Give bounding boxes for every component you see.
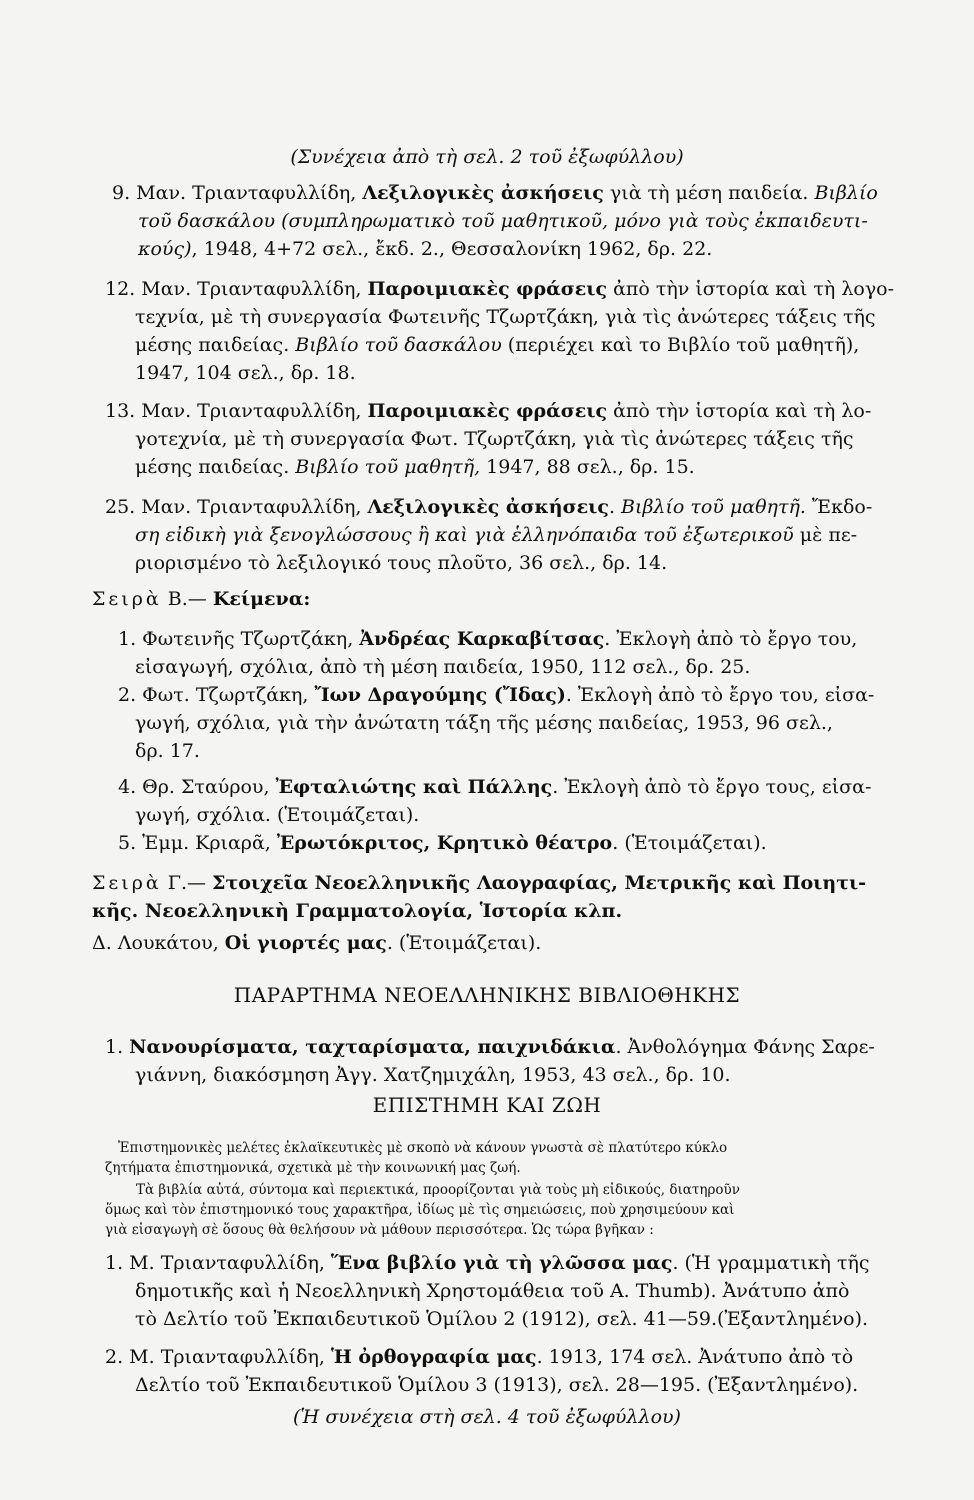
science-heading: ΕΠΙΣΤΗΜΗ ΚΑΙ ΖΩΗ (372, 1093, 602, 1117)
text-run: Σειρὰ (92, 588, 162, 610)
entry-12-line-2 (135, 305, 876, 329)
science-entry-1-line-3 (135, 1307, 868, 1331)
text-run: 25. Μαν. Τριανταφυλλίδη, (105, 496, 368, 518)
text-run: . (Ἡ γραμματικὴ τῆς (672, 1252, 870, 1274)
text-run: τοῦ δασκάλου (συμπληρωματικὸ τοῦ μαθητικοῦ, μόνο γιὰ τοὺς ἐκπαιδευτι- (138, 210, 868, 232)
text-run: 12. Μαν. Τριανταφυλλίδη, (105, 278, 368, 300)
entry-9-line-1 (112, 181, 878, 205)
text-run: Ἕνα βιβλίο γιὰ τὴ γλῶσσα μας (331, 1252, 673, 1274)
text-run: Ἐρωτόκριτος, Κρητικὸ θέατρο (276, 832, 613, 854)
text-run: μὲ πε- (793, 524, 858, 546)
text-run: Β.— (161, 588, 213, 610)
text-run: Δ. Λουκάτου, (92, 932, 225, 954)
text-run: δρ. 17. (135, 740, 200, 762)
text-run: Ἀνδρέας Καρκαβίτσας (359, 628, 605, 650)
text-run: γιὰ τὴ μέση παιδεία. (603, 182, 815, 204)
science-entry-2-line-1 (105, 1345, 853, 1369)
text-run: ἀπὸ τὴν ἱστορία καὶ τὴ λο- (607, 400, 872, 422)
text-run: γοτεχνία, μὲ τὴ συνεργασία Φωτ. Τζωρτζάκη, γιὰ τὶς ἀνώτερες τάξεις τῆς (135, 428, 854, 450)
text-run: 2. Μ. Τριανταφυλλίδη, (105, 1346, 332, 1368)
text-run: Σειρὰ (92, 872, 162, 894)
text-run: 1947, 88 σελ., δρ. 15. (480, 456, 695, 478)
series-c-line-2 (92, 899, 622, 923)
text-run: εἰσαγωγή, σχόλια, ἀπὸ τὴ μέση παιδεία, 1950, 112 σελ., δρ. 25. (135, 656, 751, 678)
text-run: ση εἰδικὴ γιὰ ξενογλώσσους ἢ καὶ γιὰ ἑλληνόπαιδα τοῦ ἐξωτερικοῦ (135, 524, 794, 546)
text-run: , 1948, 4+72 σελ., ἔκδ. 2., Θεσσαλονίκη 1962, δρ. 22. (191, 238, 713, 260)
text-run: . 1913, 174 σελ. Ἀνάτυπο ἀπὸ τὸ (536, 1346, 854, 1368)
text-run: Βιβλίο (814, 182, 878, 204)
science-intro-line-1: Ἐπιστημονικὲς μελέτες ἐκλαϊκευτικὲς μὲ σκοπὸ νὰ κάνουν γνωστὰ σὲ πλατύτερο κύκλο (118, 1140, 728, 1156)
text-run: Βιβλίο τοῦ μαθητῆ, (295, 456, 481, 478)
text-run: μέσης παιδείας. (135, 456, 296, 478)
text-run: γωγή, σχόλια. (Ἑτοιμάζεται). (135, 804, 420, 826)
series-c-line-1 (92, 871, 866, 895)
science-intro-line-2: ζητήματα ἐπιστημονικά, σχετικὰ μὲ τὴν κοινωνική μας ζωή. (105, 1160, 521, 1176)
text-run: 1947, 104 σελ., δρ. 18. (135, 362, 356, 384)
appendix-heading: ΠΑΡΑΡΤΗΜΑ ΝΕΟΕΛΛΗΝΙΚΗΣ ΒΙΒΛΙΟΘΗΚΗΣ (233, 983, 741, 1007)
text-run: 1. (105, 1036, 130, 1058)
text-run: ριορισμένο τὸ λεξιλογικό τους πλοῦτο, 36 σελ., δρ. 14. (135, 552, 668, 574)
entry-9-line-3 (138, 237, 712, 261)
series-b-entry-5-line-1 (118, 831, 767, 855)
text-run: Ἔκδο- (805, 496, 873, 518)
text-run: Νανουρίσματα, ταχταρίσματα, παιχνιδάκια (129, 1036, 616, 1058)
entry-9-line-2 (138, 209, 868, 233)
text-run: . Ἐκλογὴ ἀπὸ τὸ ἔργο του, (604, 628, 858, 650)
science-entry-2-line-2 (135, 1373, 858, 1397)
text-run: μέσης παιδείας. (135, 334, 296, 356)
text-run: δημοτικῆς καὶ ἡ Νεοελληνικὴ Χρηστομάθεια τοῦ A. Thumb). Ἀνάτυπο ἀπὸ (135, 1280, 850, 1302)
text-run: Ἐφταλιώτης καὶ Πάλλης (275, 776, 553, 798)
series-b-entry-1-line-1 (118, 627, 857, 651)
entry-12-line-3 (135, 333, 859, 357)
text-run: κῆς. Νεοελληνικὴ Γραμματολογία, Ἱστορία κλπ. (92, 900, 623, 922)
text-run: 2. Φωτ. Τζωρτζάκη, (118, 684, 315, 706)
text-run: Κείμενα: (212, 588, 311, 610)
text-run: 4. Θρ. Σταύρου, (118, 776, 276, 798)
text-run: . Ἀνθολόγημα Φάνης Σαρε- (615, 1036, 875, 1058)
series-b-entry-1-line-2 (135, 655, 750, 679)
text-run: Οἱ γιορτές μας (224, 932, 387, 954)
entry-13-line-3 (135, 455, 695, 479)
appendix-entry-line-1 (105, 1035, 875, 1059)
text-run: Λεξιλογικὲς ἀσκήσεις (362, 182, 604, 204)
entry-13-line-1 (105, 399, 871, 423)
text-run: 1. Μ. Τριανταφυλλίδη, (105, 1252, 332, 1274)
text-run: (περιέχει καὶ το Βιβλίο τοῦ μαθητῆ), (501, 334, 860, 356)
entry-13-line-2 (135, 427, 853, 451)
text-run: Δελτίο τοῦ Ἐκπαιδευτικοῦ Ὁμίλου 3 (1913), σελ. 28—195. (Ἐξαντλημένο). (135, 1374, 859, 1396)
text-run: 9. Μαν. Τριανταφυλλίδη, (112, 182, 363, 204)
text-run: Παροιμιακὲς φράσεις (367, 278, 608, 300)
text-run: Ἴων Δραγούμης (Ἴδας) (314, 684, 566, 706)
text-run: Βιβλίο τοῦ δασκάλου (295, 334, 502, 356)
text-run: 13. Μαν. Τριανταφυλλίδη, (105, 400, 368, 422)
series-b-entry-4-line-2 (135, 803, 419, 827)
text-run: Στοιχεῖα Νεοελληνικῆς Λαογραφίας, Μετρικῆς καὶ Ποιητι- (212, 872, 867, 894)
series-c-line-3 (92, 931, 541, 955)
text-run: ἀπὸ τὴν ἱστορία καὶ τὴ λογο- (607, 278, 895, 300)
entry-25-line-2 (135, 523, 857, 547)
entry-12-line-4 (135, 361, 356, 385)
text-run: 1. Φωτεινῆς Τζωρτζάκη, (118, 628, 360, 650)
series-b-entry-2-line-2 (135, 711, 833, 735)
text-run: Γ.— (161, 872, 213, 894)
science-entry-1-line-1 (105, 1251, 870, 1275)
continuation-note-top: (Συνέχεια ἀπὸ τὴ σελ. 2 τοῦ ἐξωφύλλου) (290, 146, 684, 168)
text-run: γιάννη, διακόσμηση Ἀγγ. Χατζημιχάλη, 1953, 43 σελ., δρ. 10. (135, 1064, 731, 1086)
entry-12-line-1 (105, 277, 894, 301)
text-run: Βιβλίο τοῦ μαθητῆ. (621, 496, 806, 518)
text-run: . (608, 496, 622, 518)
science-intro-line-3: Τὰ βιβλία αὐτά, σύντομα καὶ περιεκτικά, προορίζονται γιὰ τοὺς μὴ εἰδικούς, διατηροῦν (136, 1182, 740, 1198)
continuation-note-bottom: (Ἡ συνέχεια στὴ σελ. 4 τοῦ ἐξωφύλλου) (293, 1406, 681, 1428)
series-b-entry-4-line-1 (118, 775, 871, 799)
entry-25-line-1 (105, 495, 872, 519)
text-run: . Ἐκλογὴ ἀπὸ τὸ ἔργο του, εἰσα- (565, 684, 875, 706)
appendix-entry-line-2 (135, 1063, 731, 1087)
text-run: τὸ Δελτίο τοῦ Ἐκπαιδευτικοῦ Ὁμίλου 2 (1912), σελ. 41—59.(Ἐξαντλημένο). (135, 1308, 869, 1330)
series-b-heading (92, 587, 310, 611)
text-run: γωγή, σχόλια, γιὰ τὴν ἀνώτατη τάξη τῆς μέσης παιδείας, 1953, 96 σελ., (135, 712, 833, 734)
text-run: . (Ἑτοιμάζεται). (612, 832, 767, 854)
science-entry-1-line-2 (135, 1279, 849, 1303)
text-run: . Ἐκλογὴ ἀπὸ τὸ ἔργο τους, εἰσα- (552, 776, 872, 798)
text-run: τεχνία, μὲ τὴ συνεργασία Φωτεινῆς Τζωρτζάκη, γιὰ τὶς ἀνώτερες τάξεις τῆς (135, 306, 876, 328)
series-b-entry-2-line-3 (135, 739, 200, 763)
science-intro-line-4: ὅμως καὶ τὸν ἐπιστημονικό τους χαρακτῆρα, ἰδίως μὲ τὶς σημειώσεις, ποὺ χρησιμεύουν καὶ (105, 1202, 735, 1218)
science-intro-line-5: γιὰ εἰσαγωγὴ σὲ ὅσους θὰ θελήσουν νὰ μάθουν περισσότερα. Ὡς τώρα βγῆκαν : (105, 1222, 654, 1238)
text-run: κούς) (138, 238, 192, 260)
text-run: Ἡ ὀρθογραφία μας (331, 1346, 537, 1368)
text-run: Παροιμιακὲς φράσεις (367, 400, 608, 422)
text-run: . (Ἑτοιμάζεται). (386, 932, 542, 954)
series-b-entry-2-line-1 (118, 683, 874, 707)
entry-25-line-3 (135, 551, 667, 575)
text-run: 5. Ἐμμ. Κριαρᾶ, (118, 832, 277, 854)
text-run: Λεξιλογικὲς ἀσκήσεις (367, 496, 609, 518)
